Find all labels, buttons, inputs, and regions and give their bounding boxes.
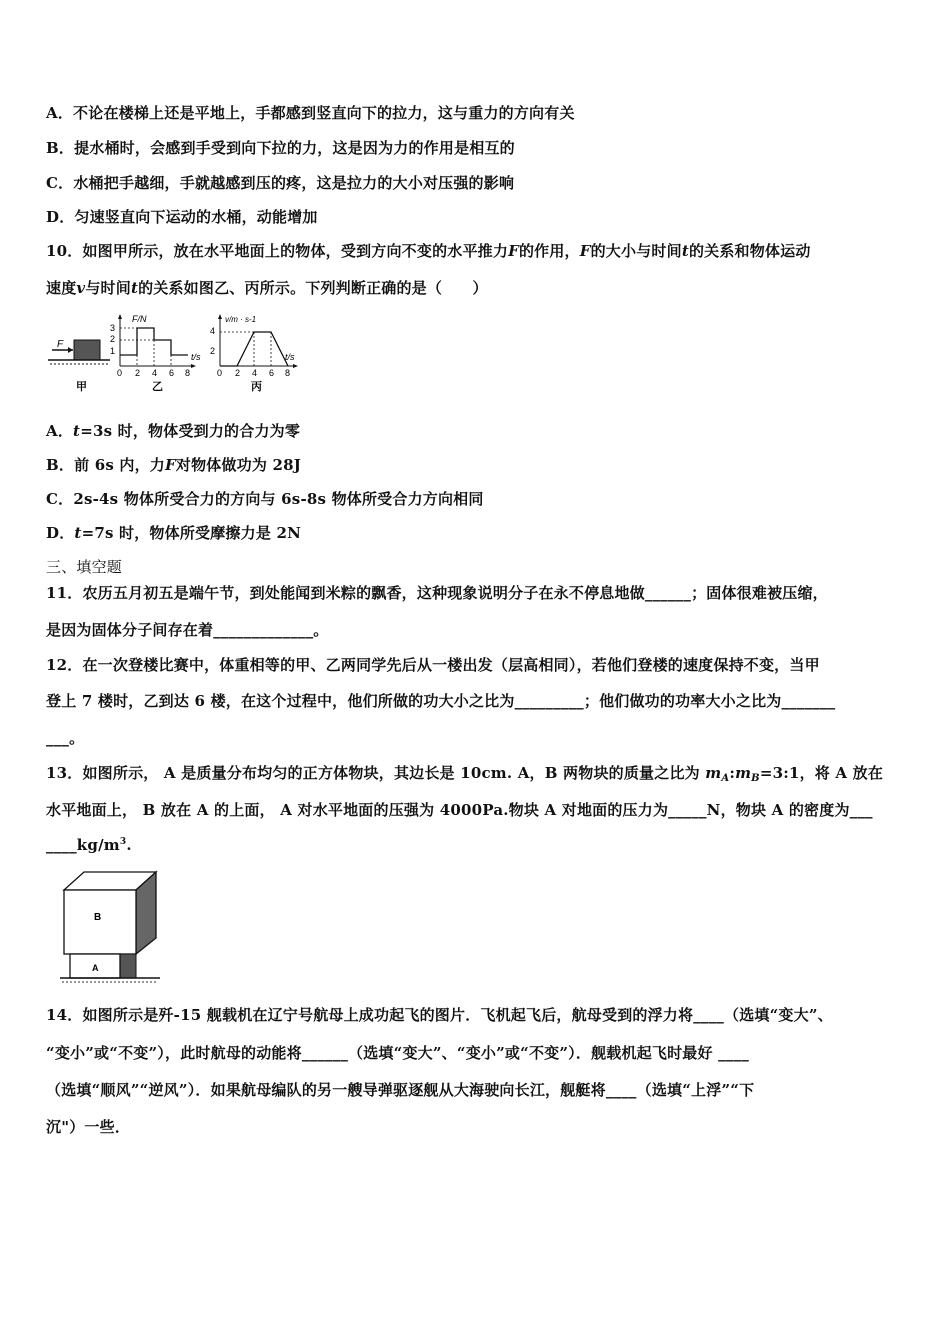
- section-title: 三、填空题: [46, 558, 123, 576]
- q9-option-a: A．不论在楼梯上还是平地上，手都感到竖直向下的拉力，这与重力的方向有关: [46, 104, 575, 122]
- yi-x-tick: 4: [152, 368, 158, 378]
- yi-x-tick: 2: [135, 368, 141, 378]
- q9-option-d: D．匀速竖直向下运动的水桶，动能增加: [46, 208, 318, 226]
- yi-x-tick: 6: [169, 368, 175, 378]
- yi-axis-x: t/s: [191, 352, 201, 362]
- q10-option-b: B．前 6s 内，力F对物体做功为 28J: [46, 456, 302, 474]
- q11-line2: 是因为固体分子间存在着_____________。: [46, 621, 329, 639]
- q14-line2: “变小”或“不变”），此时航母的动能将______（选填“变大”、“变小”或“不变”）．舰载机起飞时最好 ____: [46, 1044, 749, 1062]
- bing-label: 丙: [251, 381, 262, 393]
- q14-line3: （选填“顺风”“逆风”）．如果航母编队的另一艘导弹驱逐舰从大海驶向长江，舰艇将____（选填“上浮”“下: [46, 1081, 755, 1099]
- yi-label: 乙: [152, 381, 163, 393]
- q10-stem-line2: 速度v与时间t的关系如图乙、丙所示。下列判断正确的是（ ）: [46, 279, 488, 297]
- q12-line3: ___。: [46, 729, 85, 747]
- bing-axis-x: t/s: [285, 352, 295, 362]
- yi-axis-y: F/N: [132, 314, 147, 324]
- q13-line2: 水平地面上， B 放在 A 的上面， A 对水平地面的压强为 4000Pa.物块 A 对地面的压力为_____N，物块 A 的密度为___: [46, 801, 873, 819]
- q9-option-b: B．提水桶时，会感到手受到向下拉的力，这是因为力的作用是相互的: [46, 139, 515, 157]
- yi-x-tick: 0: [117, 368, 123, 378]
- q11-line1: 11．农历五月初五是端午节，到处能闻到米粽的飘香，这种现象说明分子在永不停息地做______；固体很难被压缩，: [46, 584, 828, 602]
- figure-bing: [210, 314, 298, 393]
- yi-x-tick: 8: [185, 368, 191, 378]
- q9-option-c: C．水桶把手越细，手就越感到压的疼，这是拉力的大小对压强的影响: [46, 174, 515, 192]
- q13-line1: 13．如图所示， A 是质量分布均匀的正方体物块，其边长是 10cm. A，B 两物块的质量之比为 $m_A:m_B=3:1$，将 A 放在: [46, 764, 884, 784]
- q14-line1: 14．如图所示是歼-15 舰载机在辽宁号航母上成功起飞的图片．飞机起飞后，航母受到的浮力将____（选填“变大”、: [46, 1006, 833, 1024]
- q14-line4: 沉"）一些．: [46, 1118, 131, 1136]
- bing-y-tick: 4: [210, 326, 216, 336]
- bing-axis-y: v/m · s-1: [225, 315, 257, 324]
- bing-x-tick: 6: [269, 368, 275, 378]
- figure-jia: [48, 339, 110, 393]
- block-a-label: A: [92, 963, 99, 973]
- q10-stem-line1: 10．如图甲所示，放在水平地面上的物体，受到方向不变的水平推力F的作用，F的大小与时间t的关系和物体运动: [46, 242, 811, 260]
- yi-y-tick: 1: [110, 346, 116, 356]
- force-label: F: [57, 339, 64, 350]
- yi-y-tick: 3: [110, 323, 116, 333]
- block-b-label: B: [94, 912, 102, 923]
- q10-option-a: A．t=3s 时，物体受到力的合力为零: [46, 422, 301, 440]
- bing-x-tick: 2: [235, 368, 241, 378]
- bing-x-tick: 0: [217, 368, 223, 378]
- q10-figure: [44, 310, 314, 402]
- q12-line2: 登上 7 楼时，乙到达 6 楼，在这个过程中，他们所做的功大小之比为_________；他们做功的功率大小之比为_______: [46, 692, 836, 710]
- bing-x-tick: 8: [285, 368, 291, 378]
- bing-y-tick: 2: [210, 346, 216, 356]
- jia-label: 甲: [76, 381, 87, 393]
- q10-option-c: C．2s-4s 物体所受合力的方向与 6s-8s 物体所受合力方向相同: [46, 490, 484, 508]
- bing-x-tick: 4: [252, 368, 258, 378]
- q13-figure: [56, 868, 166, 988]
- yi-y-tick: 2: [110, 334, 116, 344]
- figure-yi: [110, 314, 201, 393]
- q10-option-d: D．t=7s 时，物体所受摩擦力是 2N: [46, 524, 302, 542]
- q13-line3: $\_\_\_\_kg/m^3$.: [46, 836, 132, 854]
- q12-line1: 12．在一次登楼比赛中，体重相等的甲、乙两同学先后从一楼出发（层高相同），若他们登楼的速度保持不变，当甲: [46, 656, 820, 674]
